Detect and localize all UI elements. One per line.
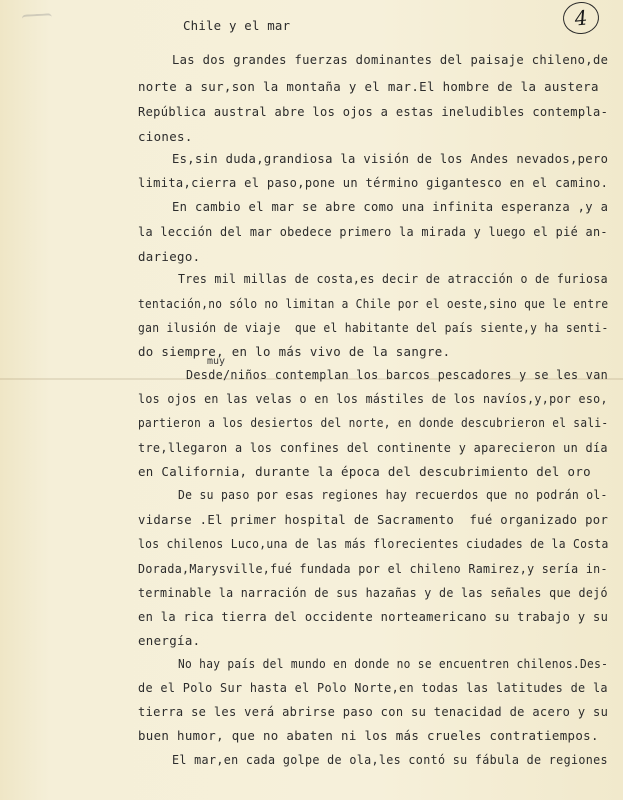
text-line: Desde/niños contemplan los barcos pescadores y se les van	[186, 367, 609, 382]
text-line: los ojos en las velas o en los mástiles de los navíos,y,por eso,	[138, 391, 608, 406]
text-line: El mar,en cada golpe de ola,les contó su fábula de regiones	[172, 752, 608, 767]
text-line: de el Polo Sur hasta el Polo Norte,en todas las latitudes de la	[138, 680, 608, 695]
text-line: norte a sur,son la montaña y el mar.El hombre de la austera	[138, 79, 599, 94]
text-line: No hay país del mundo en donde no se encuentren chilenos.Des-	[178, 656, 609, 671]
text-line: en California, durante la época del descubrimiento del oro	[138, 464, 591, 479]
interlinear-insertion: muy	[207, 356, 226, 367]
text-line: En cambio el mar se abre como una infinita esperanza ,y a	[172, 199, 609, 214]
text-line: la lección del mar obedece primero la mirada y luego el pié an-	[138, 224, 608, 239]
text-line: gan ilusión de viaje que el habitante del país siente,y ha senti-	[138, 320, 609, 335]
text-line: tierra se les verá abrirse paso con su tenacidad de acero y su	[138, 704, 609, 719]
text-line: do siempre, en lo más vivo de la sangre.	[138, 344, 451, 359]
text-line: tentación,no sólo no limitan a Chile por el oeste,sino que le entre	[138, 296, 609, 311]
text-line: vidarse .El primer hospital de Sacramento fué organizado por	[138, 512, 609, 527]
text-line: buen humor, que no abaten ni los más crueles contratiempos.	[138, 728, 599, 743]
text-line: Dorada,Marysville,fué fundada por el chileno Ramirez,y sería in-	[138, 561, 608, 576]
text-line: Es,sin duda,grandiosa la visión de los Andes nevados,pero	[172, 151, 609, 166]
text-line: los chilenos Luco,una de las más florecientes ciudades de la Costa	[138, 536, 609, 551]
text-line: limita,cierra el paso,pone un término gigantesco en el camino.	[138, 175, 609, 190]
document-title: Chile y el mar	[183, 18, 291, 33]
text-line: Tres mil millas de costa,es decir de atracción o de furiosa	[178, 271, 608, 286]
text-line: República austral abre los ojos a estas ineludibles contempla-	[138, 104, 609, 119]
text-line: De su paso por esas regiones hay recuerdos que no podrán ol-	[178, 487, 608, 502]
ink-smudge	[22, 13, 52, 25]
page-number: 4	[561, 0, 600, 36]
text-line: Las dos grandes fuerzas dominantes del paisaje chileno,de	[172, 52, 609, 67]
text-line: ciones.	[138, 129, 193, 144]
text-line: partieron a los desiertos del norte, en donde descubrieron el sali-	[138, 415, 609, 430]
text-line: dariego.	[138, 249, 201, 264]
text-line: energía.	[138, 633, 201, 648]
text-line: tre,llegaron a los confines del continente y aparecieron un día	[138, 440, 608, 455]
text-line: terminable la narración de sus hazañas y de las señales que dejó	[138, 585, 608, 600]
text-line: en la rica tierra del occidente norteamericano su trabajo y su	[138, 609, 609, 624]
